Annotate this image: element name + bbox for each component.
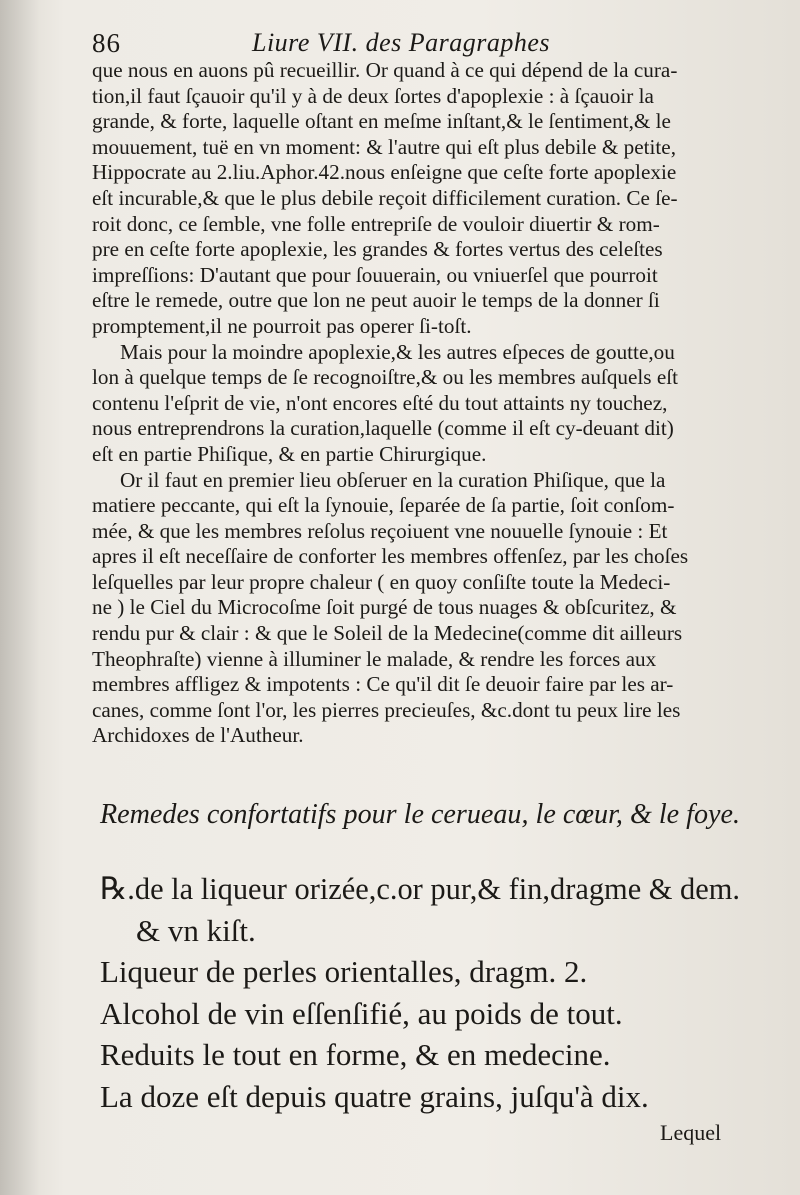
recipe-line: & vn kiſt. — [136, 912, 256, 948]
recipe-line: Liqueur de perles orientalles, dragm. 2. — [100, 954, 588, 989]
text-line: grande, & forte, laquelle oſtant en meſme inſtant,& le ſentiment,& le — [92, 109, 671, 134]
recipe-line: La doze eſt depuis quatre grains, juſqu'à dix. — [100, 1078, 649, 1114]
text-line: lon à quelque temps de ſe recognoiſtre,& ou les membres auſquels eſt — [92, 365, 679, 390]
text-line: promptement,il ne pourroit pas operer ſi-toſt. — [92, 313, 472, 338]
catchword: Lequel — [660, 1120, 722, 1145]
recipe-block — [100, 868, 740, 1117]
text-line: roit donc, ce ſemble, vne folle entrepriſe de vouloir diuertir & rom- — [92, 211, 660, 236]
recipe-line: Alcohol de vin eſſenſifié, au poids de tout. — [100, 995, 623, 1031]
text-line: contenu l'eſprit de vie, n'ont encores eſté du tout attaints ny touchez, — [92, 390, 668, 415]
text-line: que nous en auons pû recueillir. Or quand à ce qui dépend de la cura- — [92, 58, 678, 82]
text-line: pre en ceſte forte apoplexie, les grandes & fortes vertus des celeſtes — [92, 237, 663, 262]
text-line: nous entreprendrons la curation,laquelle (comme il eſt cy-deuant dit) — [92, 416, 674, 441]
page-header — [92, 22, 732, 62]
body-text — [92, 58, 732, 749]
text-line: tion,il faut ſçauoir qu'il y à de deux ſortes d'apoplexie : à ſçauoir la — [92, 83, 654, 108]
text-line: eſtre le remede, outre que lon ne peut auoir le temps de la donner ſi — [92, 288, 660, 313]
text-line: mouuement, tuë en vn moment: & l'autre qui eſt plus debile & petite, — [92, 134, 676, 159]
text-line: eſt en partie Phiſique, & en partie Chirurgique. — [92, 441, 487, 466]
recipe-line: ℞.de la liqueur orizée,c.or pur,& fin,dragme & dem. — [100, 871, 741, 906]
text-line: Mais pour la moindre apoplexie,& les autres eſpeces de goutte,ou — [120, 339, 675, 364]
section-title: Remedes confortatifs pour le cerueau, le cœur, & le foye. — [100, 798, 740, 830]
text-line: Theophraſte) vienne à illuminer le malade, & rendre les forces aux — [92, 646, 657, 671]
text-line: Or il faut en premier lieu obſeruer en la curation Phiſique, que la — [120, 467, 666, 492]
text-line: membres affligez & impotents : Ce qu'il dit ſe deuoir faire par les ar- — [92, 672, 674, 697]
text-line: apres il eſt neceſſaire de conforter les membres offenſez, par les choſes — [92, 544, 689, 569]
text-line: mée, & que les membres reſolus reçoiuent vne nouuelle ſynouie : Et — [92, 518, 668, 543]
text-line: impreſſions: D'autant que pour ſouuerain, ou vniuerſel que pourroit — [92, 262, 658, 287]
text-line: Hippocrate au 2.liu.Aphor.42.nous enſeigne que ceſte forte apoplexie — [92, 160, 677, 185]
text-line: canes, comme ſont l'or, les pierres precieuſes, &c.dont tu peux lire les — [92, 697, 681, 722]
text-line: eſt incurable,& que le plus debile reçoit difficilement curation. Ce ſe- — [92, 185, 678, 210]
recipe-line: Reduits le tout en forme, & en medecine. — [100, 1037, 611, 1072]
text-line: matiere peccante, qui eſt la ſynouie, ſeparée de ſa partie, ſoit conſom- — [92, 493, 675, 518]
page-gutter-shadow — [0, 0, 40, 1195]
text-line: leſquelles par leur propre chaleur ( en quoy conſiſte toute la Medeci- — [92, 569, 671, 594]
text-line: ne ) le Ciel du Microcoſme ſoit purgé de tous nuages & obſcuritez, & — [92, 595, 677, 620]
text-line: rendu pur & clair : & que le Soleil de la Medecine(comme dit ailleurs — [92, 621, 683, 646]
text-line: Archidoxes de l'Autheur. — [92, 723, 304, 748]
running-head: Liure VII. des Paragraphes — [252, 28, 551, 57]
page-number: 86 — [92, 28, 121, 58]
